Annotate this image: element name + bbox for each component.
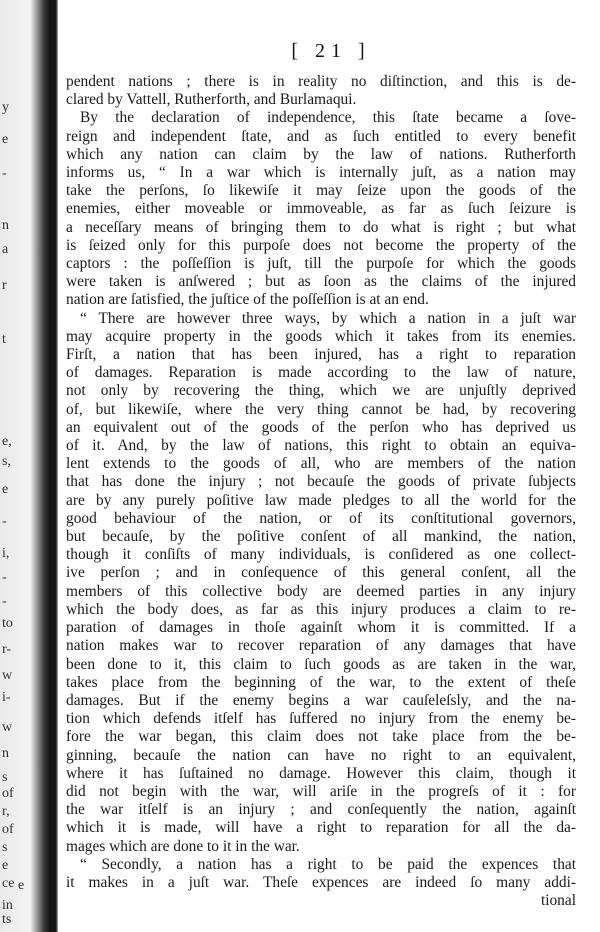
margin-fragment: n <box>2 746 9 761</box>
text-line: though it conſiſts of many individuals, is conſidered as one collect- <box>66 546 576 564</box>
text-line: nation makes war to recover reparation of any damages that have <box>66 637 576 655</box>
text-line: lent extends to the goods of all, who are members of the nation <box>66 455 576 473</box>
text-line: of damages. Reparation is made according to the law of nature, <box>66 364 576 382</box>
text-line: take the perſons, ſo likewiſe it may ſeize upon the goods of the <box>66 182 576 200</box>
margin-fragment: - <box>2 594 7 609</box>
text-line: reign and independent ſtate, and as ſuch entitled to every benefit <box>66 127 576 145</box>
text-line: paration of damages in thoſe againſt whom it is committed. If a <box>66 619 576 637</box>
margin-fragment: - <box>2 166 7 181</box>
margin-fragment: i- <box>2 690 11 705</box>
text-line: clared by Vattell, Rutherforth, and Burlamaqui. <box>66 91 357 109</box>
text-line: did not begin with the war, will ariſe in the progreſs of it : for <box>66 782 576 800</box>
text-line: good behaviour of the nation, or of its conſtitutional governors, <box>66 509 576 527</box>
margin-fragment: of <box>2 786 14 801</box>
margin-fragment: ce <box>2 876 15 891</box>
margin-fragment: - <box>2 570 7 585</box>
margin-fragment: t <box>2 332 6 347</box>
text-line: nation are ſatisfied, the juſtice of the poſſeſſion is at an end. <box>66 291 429 309</box>
text-line: of, but likewiſe, where the very thing cannot be had, by recovering <box>66 400 576 418</box>
text-line: “ Secondly, a nation has a right to be paid the expences that <box>80 855 576 873</box>
text-line: a neceſſary means of bringing them to do what is right ; but what <box>66 218 576 236</box>
text-line: informs us, “ In a war which is internally juſt, as a nation may <box>66 164 576 182</box>
margin-fragment: i, <box>2 546 10 561</box>
margin-fragment: e <box>2 482 9 497</box>
text-line: ginning, becauſe the nation can have no right to an equivalent, <box>66 746 576 764</box>
text-line: pendent nations ; there is in reality no diſtinction, and this is de- <box>66 73 576 90</box>
book-page <box>66 40 576 910</box>
text-line: is ſeized only for this purpoſe does not become the property of the <box>66 236 576 254</box>
page-number: [ 21 ] <box>291 40 371 62</box>
text-line: ive perſon ; and in conſequence of this general conſent, all the <box>66 564 576 582</box>
text-line: members of this collective body are deemed parties in any injury <box>66 582 576 600</box>
text-line: which the body does, as far as this injury produces a claim to re- <box>66 600 576 618</box>
text-line: may acquire property in the goods which it takes from its enemies. <box>66 327 576 345</box>
margin-fragment: r, <box>2 804 10 819</box>
margin-fragment: n <box>2 218 9 233</box>
text-line: not only by recovering the thing, which we are unjuſtly deprived <box>66 382 576 400</box>
text-line: of it. And, by the law of nations, this right to obtain an equiva- <box>66 437 576 455</box>
margin-fragment: s <box>2 770 8 785</box>
text-line: captors : the poſſeſſion is juſt, till the purpoſe for which the goods <box>66 255 576 273</box>
margin-fragment: e <box>2 132 9 147</box>
page-body-text <box>66 73 576 892</box>
text-line: Firſt, a nation that has been injured, has a right to reparation <box>66 346 576 364</box>
margin-fragment: r- <box>2 642 12 657</box>
text-line: were taken is anſwered ; but as ſoon as the claims of the injured <box>66 273 576 291</box>
margin-fragment: - <box>2 514 7 529</box>
text-line: the war itſelf is an injury ; and conſequently the nation, againſt <box>66 801 576 819</box>
text-line: where it has ſuſtained no damage. However this claim, though it <box>66 764 576 782</box>
text-line: By the declaration of independence, this ſtate became a ſove- <box>80 109 576 127</box>
text-line: takes place from the beginning of the war, to the extent of theſe <box>66 673 576 691</box>
margin-fragment: r <box>2 278 7 293</box>
text-line: which it is made, will have a right to reparation for all the da- <box>66 819 576 837</box>
text-line: an equivalent out of the goods of the perſon who has deprived us <box>66 418 576 436</box>
margin-fragment: ts <box>2 912 12 927</box>
text-line: been done to it, this claim to ſuch goods as are taken in the war, <box>66 655 576 673</box>
margin-fragment: in <box>2 898 13 913</box>
text-line: damages. But if the enemy begins a war cauſeleſsly, and the na- <box>66 691 576 709</box>
margin-fragment: s, <box>2 454 11 469</box>
margin-fragment: e <box>2 858 9 873</box>
text-line: it makes in a juſt war. Theſe expences are indeed ſo many addi- <box>66 873 576 891</box>
margin-fragment: y <box>2 100 9 115</box>
text-line: which any nation can claim by the law of nations. Rutherforth <box>66 145 576 163</box>
margin-fragment: of <box>2 822 14 837</box>
text-line: enemies, either moveable or immoveable, as far as ſuch ſeizure is <box>66 200 576 218</box>
text-line: are by any purely poſitive law made pledges to all the world for the <box>66 491 576 509</box>
margin-fragment: s <box>2 840 8 855</box>
margin-fragment: to <box>2 616 13 631</box>
catchword: tional <box>540 892 576 910</box>
margin-fragment: w <box>2 720 13 735</box>
text-line: that has done the injury ; not becauſe the goods of private ſubjects <box>66 473 576 491</box>
margin-fragment: w <box>2 668 13 683</box>
text-line: tion which defends itſelf has ſuffered no injury from the enemy be- <box>66 710 576 728</box>
margin-fragment: e, <box>2 434 12 449</box>
text-line: fore the war began, this claim does not take place from the be- <box>66 728 576 746</box>
text-line: “ There are however three ways, by which a nation in a juſt war <box>80 309 576 327</box>
margin-fragment: e <box>18 878 25 893</box>
text-line: but becauſe, by the poſitive conſent of all mankind, the nation, <box>66 528 576 546</box>
margin-fragment: a <box>2 242 9 257</box>
text-line: mages which are done to it in the war. <box>66 837 300 855</box>
